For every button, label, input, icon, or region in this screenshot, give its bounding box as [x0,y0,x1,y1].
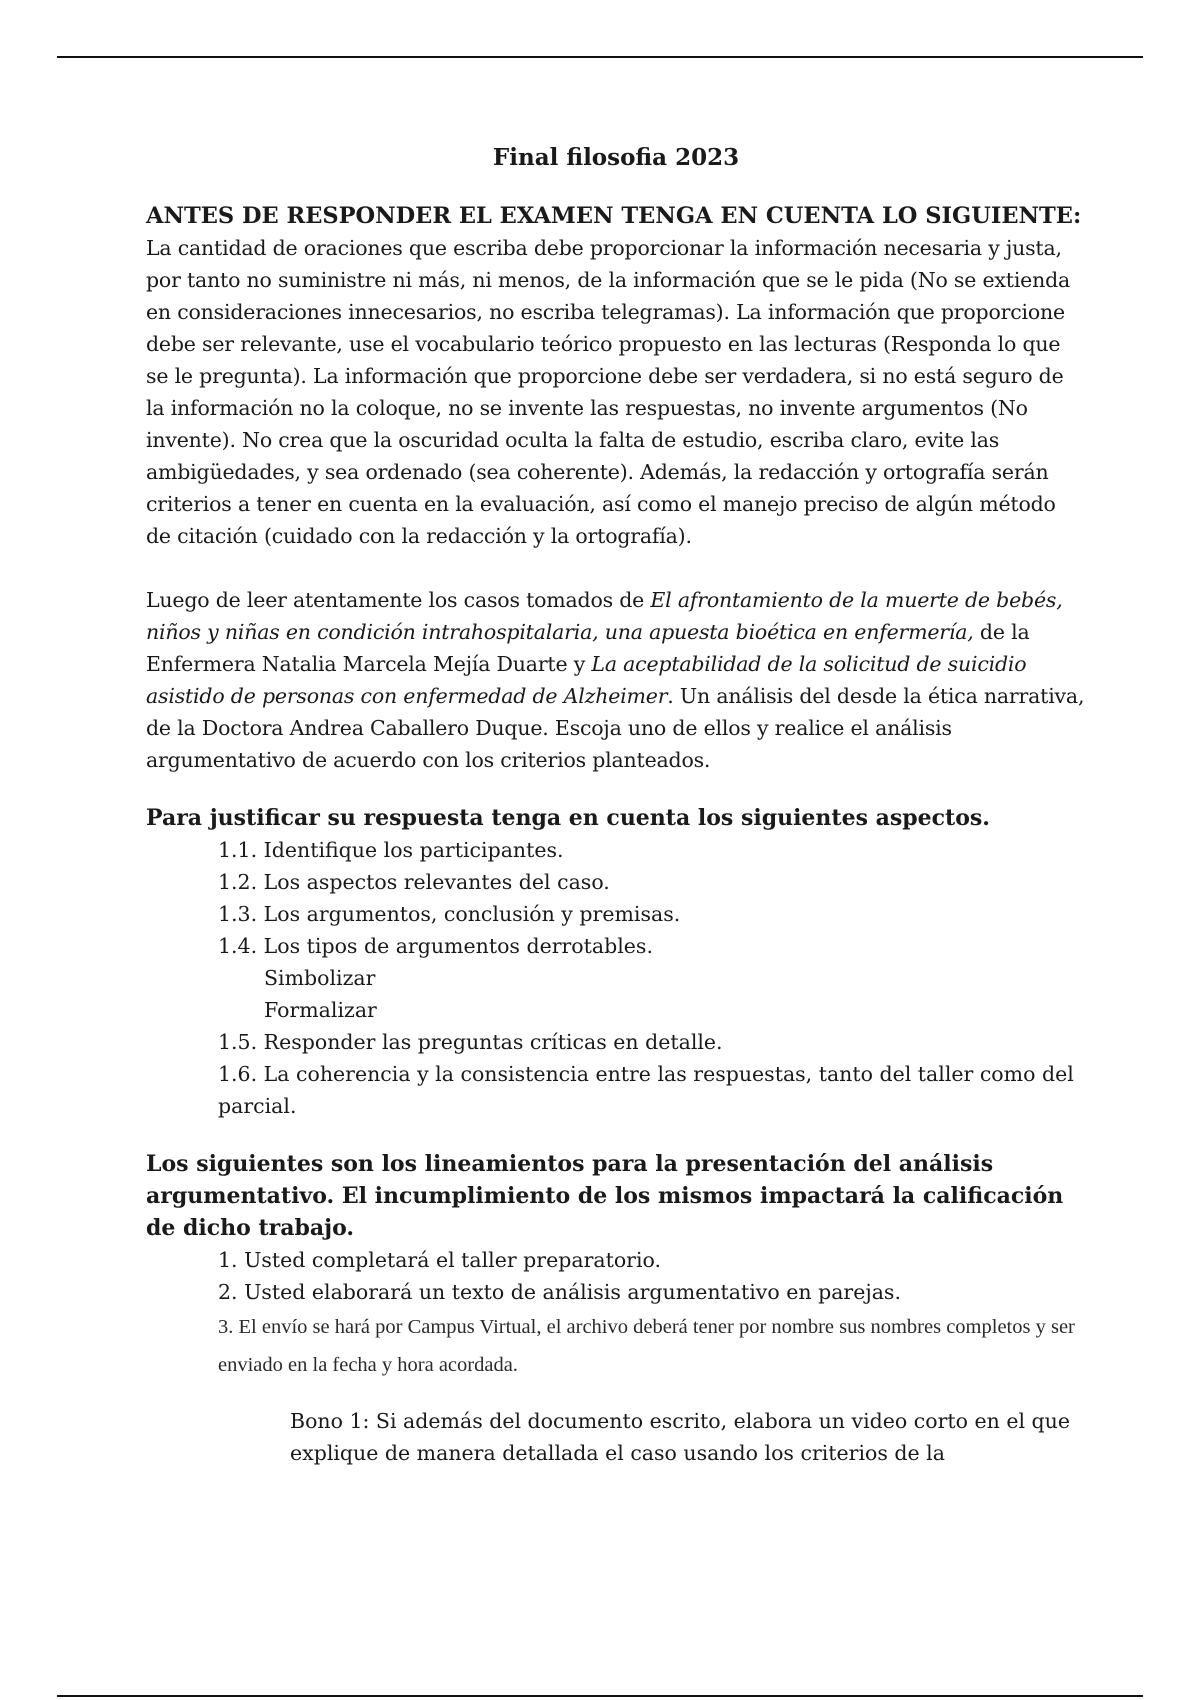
list-item-continuation: parcial. [218,1094,297,1118]
case-title-2: La aceptabilidad de la solicitud de suicidio asistido de personas con enfermedad de Alzheimer [146,652,1027,708]
list-item: 1.3. Los argumentos, conclusión y premisas. [218,902,681,926]
cases-mid: de la Enfermera Natalia Marcela Mejía Duarte y [146,620,1030,676]
document-title: Final filosofia 2023 [492,144,740,171]
cases-intro: Luego de leer atentamente los casos tomados de [146,588,651,612]
instructions-paragraph: La cantidad de oraciones que escriba debe proporcionar la información necesaria y justa, por tanto no suministre ni más, ni menos, de la información que se le pida (No se extienda en consideraciones innecesarios, no escriba telegramas). La información que proporcione debe ser relevante, use el vocabulario teórico propuesto en las lecturas (Responda lo que se le pregunta). La información que proporcione debe ser verdadera, si no está seguro de la información no la coloque, no se invente las respuestas, no invente argumentos (No invente). No crea que la oscuridad oculta la falta de estudio, escriba claro, evite las ambigüedades, y sea ordenado (sea coherente). Además, la redacción y ortografía serán criterios a tener en cuenta en la evaluación, así como el manejo preciso de algún método de citación (cuidado con la redacción y la ortografía). [146,236,1071,548]
aspects-heading: Para justificar su respuesta tenga en cuenta los siguientes aspectos. [146,805,990,831]
list-item: 1.5. Responder las preguntas críticas en detalle. [218,1030,723,1054]
list-item: 2. Usted elaborará un texto de análisis argumentativo en parejas. [218,1280,901,1304]
list-item: 3. El envío se hará por Campus Virtual, el archivo deberá tener por nombre sus nombres completos y ser enviado en la fecha y hora acordada. [218,1316,1075,1376]
list-item: 1.1. Identifique los participantes. [218,838,564,862]
document-body [146,142,1086,1489]
guidelines-list [146,1244,1086,1384]
cases-end: . Un análisis del desde la ética narrativa, de la Doctora Andrea Caballero Duque. Escoja uno de ellos y realice el análisis argumentativo de acuerdo con los criterios planteados. [146,684,1085,772]
sub-item-formalizar: Formalizar [264,998,377,1022]
sub-item-simbolizar: Simbolizar [264,966,376,990]
list-item: 1.4. Los tipos de argumentos derrotables. [218,934,653,958]
aspects-list-cont [146,1026,1086,1122]
list-item: 1. Usted completará el taller preparatorio. [218,1248,662,1272]
bono-paragraph: Bono 1: Si además del documento escrito, elabora un video corto en el que explique de manera detallada el caso usando los criterios de la [290,1408,1070,1465]
list-item: 1.6. La coherencia y la consistencia entre las respuestas, tanto del taller como del [218,1062,1074,1086]
bottom-rule [57,1695,1143,1697]
guidelines-heading: Los siguientes son los lineamientos para la presentación del análisis argumentativo. El incumplimiento de los mismos impactará la calificación de dicho trabajo. [146,1151,1064,1241]
cases-paragraph [146,584,1086,776]
instructions-heading: ANTES DE RESPONDER EL EXAMEN TENGA EN CUENTA LO SIGUIENTE: [146,203,1082,229]
list-item: 1.2. Los aspectos relevantes del caso. [218,870,610,894]
case-title-1: El afrontamiento de la muerte de bebés, niños y niñas en condición intrahospitalaria, una apuesta bioética en enfermería, [146,588,1063,644]
aspects-list [146,834,1086,962]
top-rule [57,56,1143,58]
